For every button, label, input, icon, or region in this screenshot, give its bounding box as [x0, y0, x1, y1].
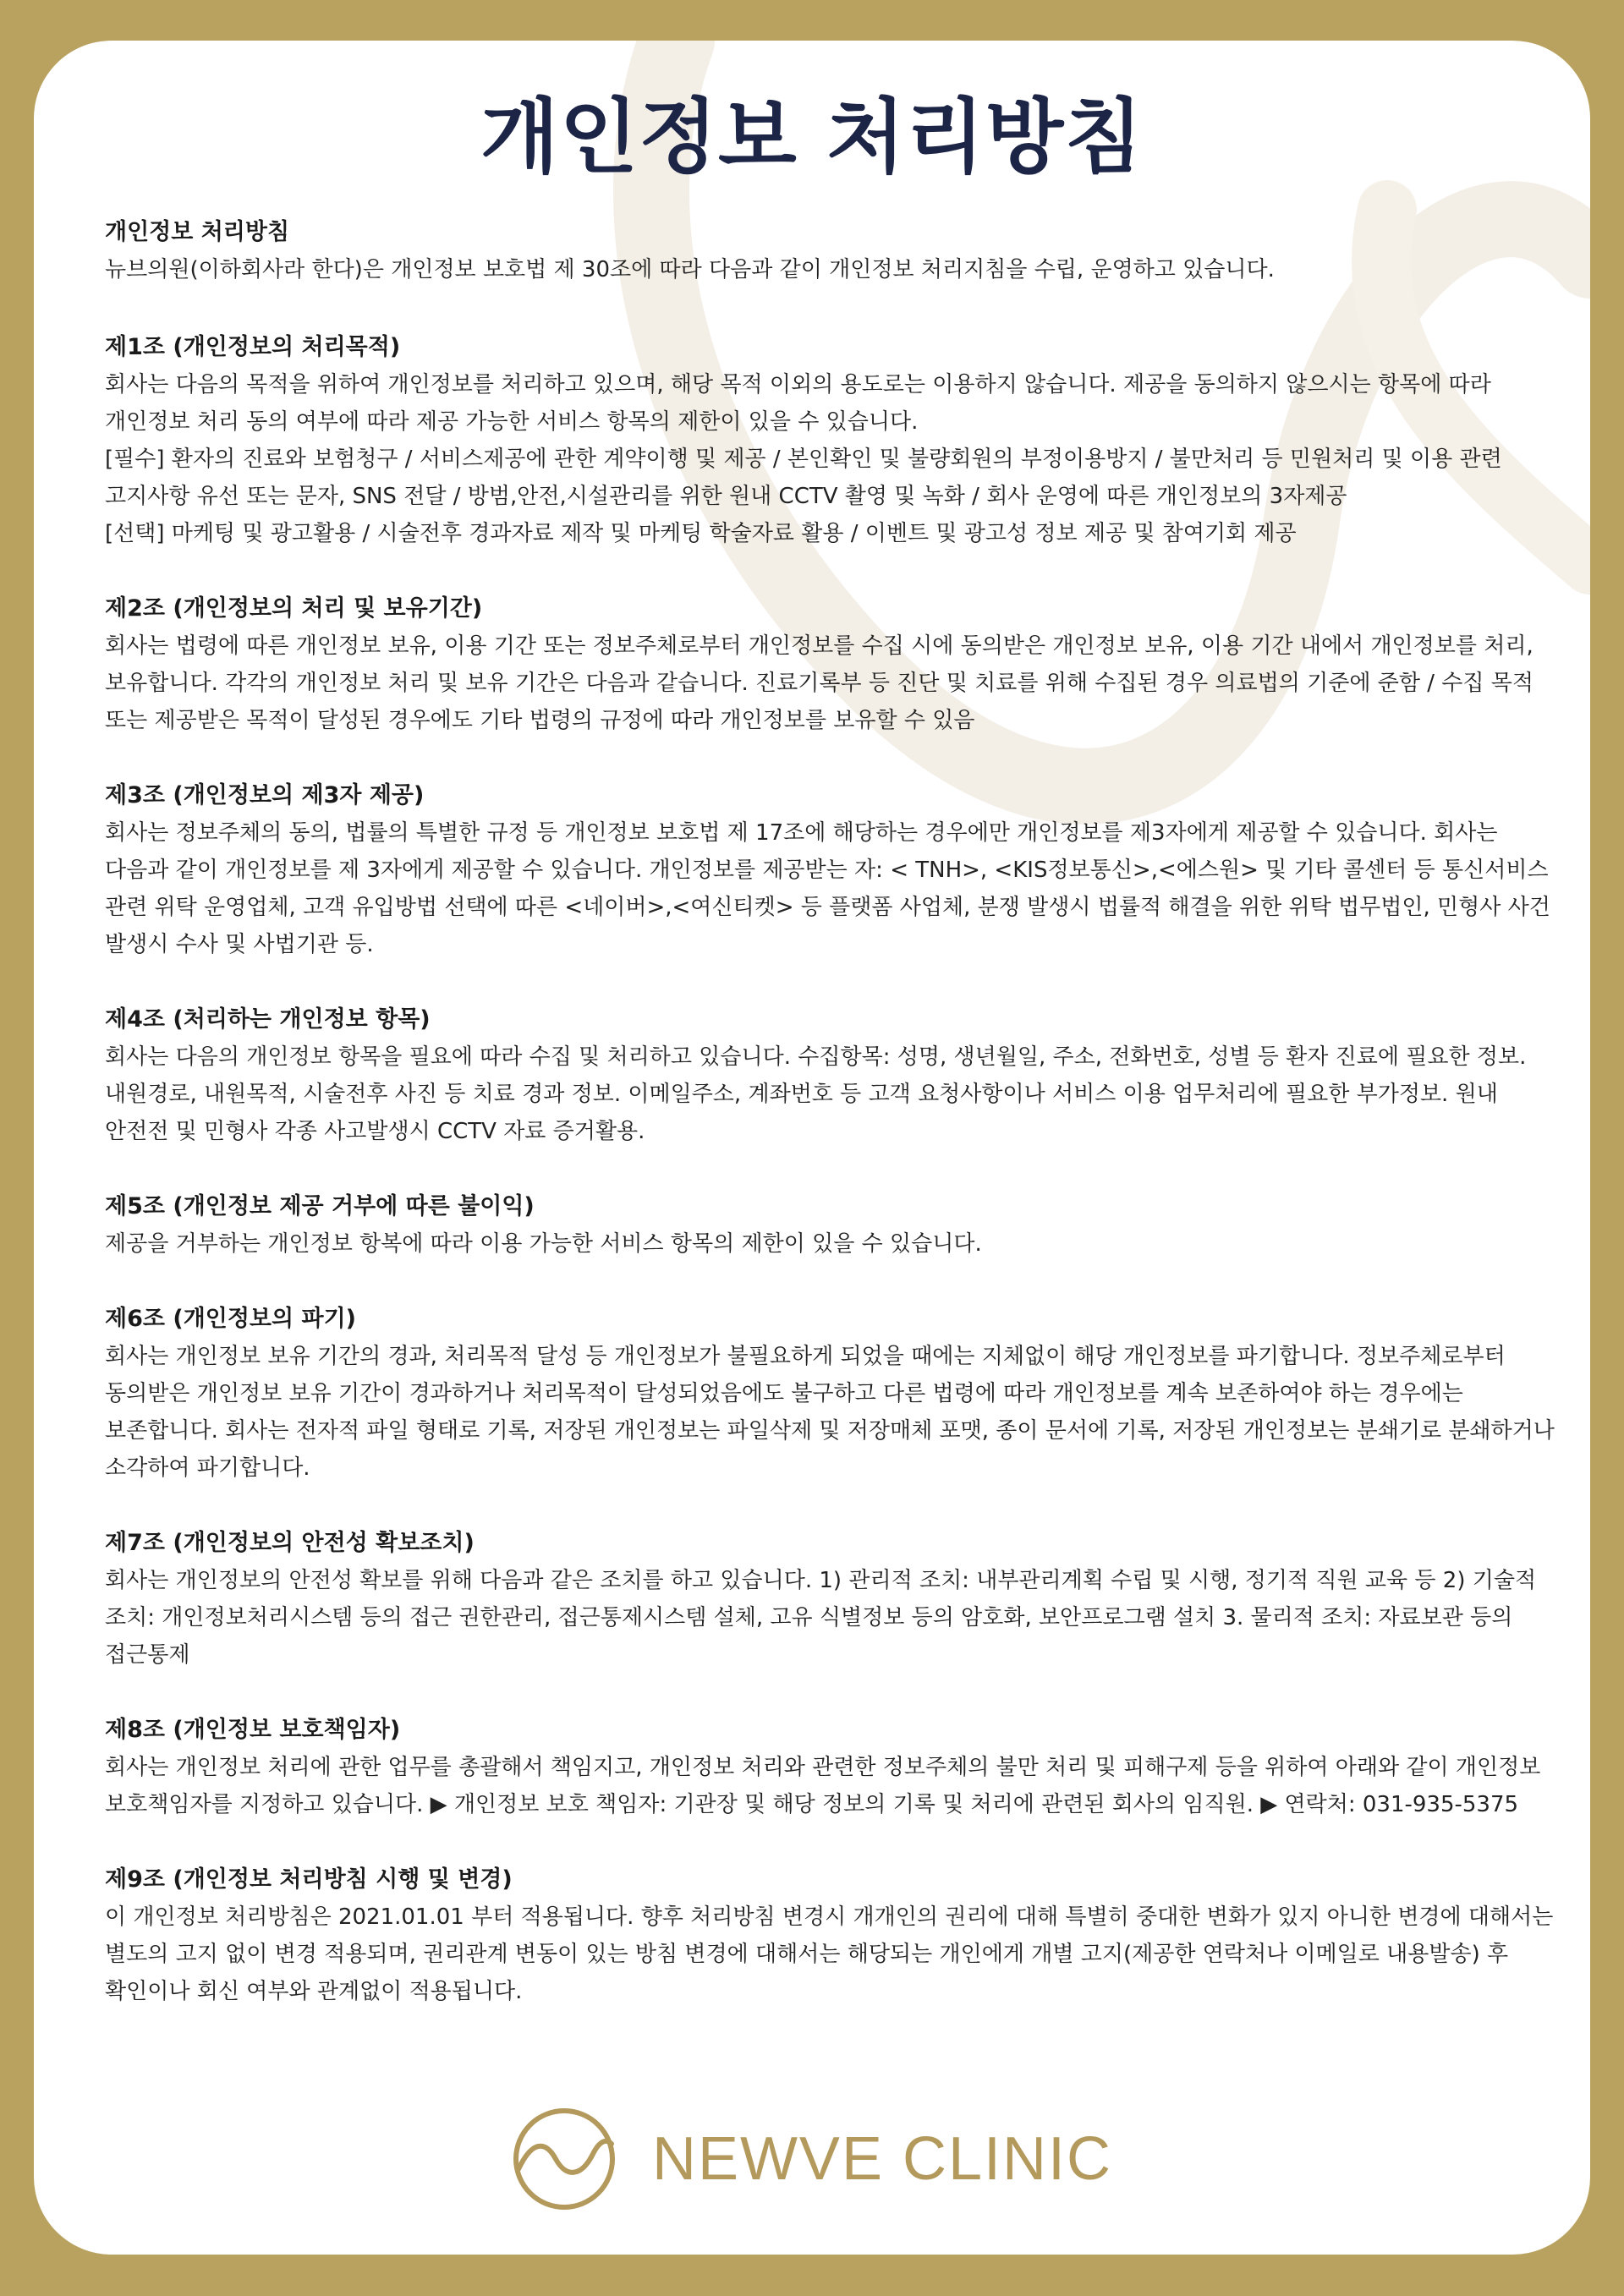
section-article-4 — [105, 1001, 1556, 1150]
section-heading: 제1조 (개인정보의 처리목적) — [105, 334, 401, 360]
policy-content — [105, 214, 1556, 2048]
section-article-7 — [105, 1525, 1556, 1674]
section-text: 회사는 법령에 따른 개인정보 보유, 이용 기간 또는 정보주체로부터 개인정보를 수집 시에 동의받은 개인정보 보유, 이용 기간 내에서 개인정보를 처리, 보유합니다. 각각의 개인정보 처리 및 보유 기간은 다음과 같습니다. 진료기록부 등 진단 및 치료를 위해 수집된 경우 의료법의 기준에 준함 / 수집 목적 또는 제공받은 목적이 달성된 경우에도 기타 법령의 규정에 따라 개인정보를 보유할 수 있음 — [105, 633, 1533, 733]
section-article-9 — [105, 1861, 1556, 2010]
section-text: 회사는 개인정보 보유 기간의 경과, 처리목적 달성 등 개인정보가 불필요하게 되었을 때에는 지체없이 해당 개인정보를 파기합니다. 정보주체로부터 동의받은 개인정보 보유 기간이 경과하거나 처리목적이 달성되었음에도 불구하고 다른 법령에 따라 개인정보를 계속 보존하여야 하는 경우에는 보존합니다. 회사는 전자적 파일 형태로 기록, 저장된 개인정보는 파일삭제 및 저장매체 포맷, 종이 문서에 기록, 저장된 개인정보는 분쇄기로 분쇄하거나 소각하여 파기합니다. — [105, 1344, 1555, 1481]
section-heading: 제4조 (처리하는 개인정보 항목) — [105, 1006, 431, 1033]
section-article-8 — [105, 1712, 1556, 1823]
intro-block — [105, 214, 1556, 288]
section-article-1 — [105, 329, 1556, 552]
section-heading: 제2조 (개인정보의 처리 및 보유기간) — [105, 595, 483, 622]
section-text: 회사는 다음의 목적을 위하여 개인정보를 처리하고 있으며, 해당 목적 이외의 용도로는 이용하지 않습니다. 제공을 동의하지 않으시는 항목에 따라 개인정보 처리 동의 여부에 따라 제공 가능한 서비스 항목의 제한이 있을 수 있습니다. [필수] 환자의 진료와 보험청구 / 서비스제공에 관한 계약이행 및 제공 / 본인확인 및 불량회원의 부정이용방지 / 불만처리 등 민원처리 및 이용 관련 고지사항 유선 또는 문자, SNS 전달 / 방범,안전,시설관리를 위한 원내 CCTV 촬영 및 녹화 / 회사 운영에 따른 개인정보의 3자제공 [선택] 마케팅 및 광고활용 / 시술전후 경과자료 제작 및 마케팅 학술자료 활용 / 이벤트 및 광고성 정보 제공 및 참여기회 제공 — [105, 372, 1502, 546]
page-title: 개인정보 처리방침 — [480, 90, 1144, 184]
section-text: 회사는 다음의 개인정보 항목을 필요에 따라 수집 및 처리하고 있습니다. 수집항목: 성명, 생년월일, 주소, 전화번호, 성별 등 환자 진료에 필요한 정보.내원경로, 내원목적, 시술전후 사진 등 치료 경과 정보. 이메일주소, 계좌번호 등 고객 요청사항이나 서비스 이용 업무처리에 필요한 부가정보. 원내 안전전 및 민형사 각종 사고발생시 CCTV 자료 증거활용. — [105, 1044, 1527, 1144]
section-heading: 제7조 (개인정보의 안전성 확보조치) — [105, 1530, 475, 1556]
section-article-5 — [105, 1188, 1556, 1263]
section-text: 이 개인정보 처리방침은 2021.01.01 부터 적용됩니다. 향후 처리방침 변경시 개개인의 권리에 대해 특별히 중대한 변화가 있지 아니한 변경에 대해서는 별도의 고지 없이 변경 적용되며, 권리관계 변동이 있는 방침 변경에 대해서는 해당되는 개인에게 개별 고지(제공한 연락처나 이메일로 내용발송) 후 확인이나 회신 여부와 관계없이 적용됩니다. — [105, 1904, 1554, 2004]
section-article-6 — [105, 1301, 1556, 1487]
newve-wave-logo-icon — [512, 2107, 617, 2211]
section-heading: 제8조 (개인정보 보호책임자) — [105, 1717, 401, 1743]
section-article-2 — [105, 590, 1556, 739]
intro-text: 뉴브의원(이하회사라 한다)은 개인정보 보호법 제 30조에 따라 다음과 같이 개인정보 처리지침을 수립, 운영하고 있습니다. — [105, 257, 1275, 282]
clinic-logo-text: NEWVE CLINIC — [651, 2125, 1113, 2193]
section-text: 제공을 거부하는 개인정보 항복에 따라 이용 가능한 서비스 항목의 제한이 있을 수 있습니다. — [105, 1231, 982, 1257]
section-heading: 제5조 (개인정보 제공 거부에 따른 불이익) — [105, 1193, 535, 1219]
section-article-3 — [105, 777, 1556, 963]
section-heading: 제6조 (개인정보의 파기) — [105, 1306, 357, 1332]
section-heading: 제9조 (개인정보 처리방침 시행 및 변경) — [105, 1866, 513, 1893]
section-heading: 제3조 (개인정보의 제3자 제공) — [105, 782, 425, 808]
clinic-logo — [34, 2104, 1590, 2214]
section-text: 회사는 개인정보의 안전성 확보를 위해 다음과 같은 조치를 하고 있습니다. 1) 관리적 조치: 내부관리계획 수립 및 시행, 정기적 직원 교육 등 2) 기술적 조치: 개인정보처리시스템 등의 접근 권한관리, 접근통제시스템 설체, 고유 식별정보 등의 암호화, 보안프로그램 설치 3. 물리적 조치: 자료보관 등의 접근통제 — [105, 1568, 1537, 1668]
section-text: 회사는 개인정보 처리에 관한 업무를 총괄해서 책임지고, 개인정보 처리와 관련한 정보주체의 불만 처리 및 피해구제 등을 위하여 아래와 같이 개인정보 보호책임자를 지정하고 있습니다. ▶ 개인정보 보호 책임자: 기관장 및 해당 정보의 기록 및 처리에 관련된 회사의 임직원. ▶ 연락처: 031-935-5375 — [105, 1755, 1541, 1817]
document-card — [34, 41, 1590, 2255]
intro-heading: 개인정보 처리방침 — [105, 219, 290, 245]
section-text: 회사는 정보주체의 동의, 법률의 특별한 규정 등 개인정보 보호법 제 17조에 해당하는 경우에만 개인정보를 제3자에게 제공할 수 있습니다. 회사는 다음과 같이 개인정보를 제 3자에게 제공할 수 있습니다. 개인정보를 제공받는 자: < TNH>, <KIS정보통신>,<에스원> 및 기타 콜센터 등 통신서비스 관련 위탁 운영업체, 고객 유입방법 선택에 따른 <네이버>,<여신티켓> 등 플랫폼 사업체, 분쟁 발생시 법률적 해결을 위한 위탁 법무법인, 민형사 사건 발생시 수사 및 사법기관 등. — [105, 820, 1550, 957]
